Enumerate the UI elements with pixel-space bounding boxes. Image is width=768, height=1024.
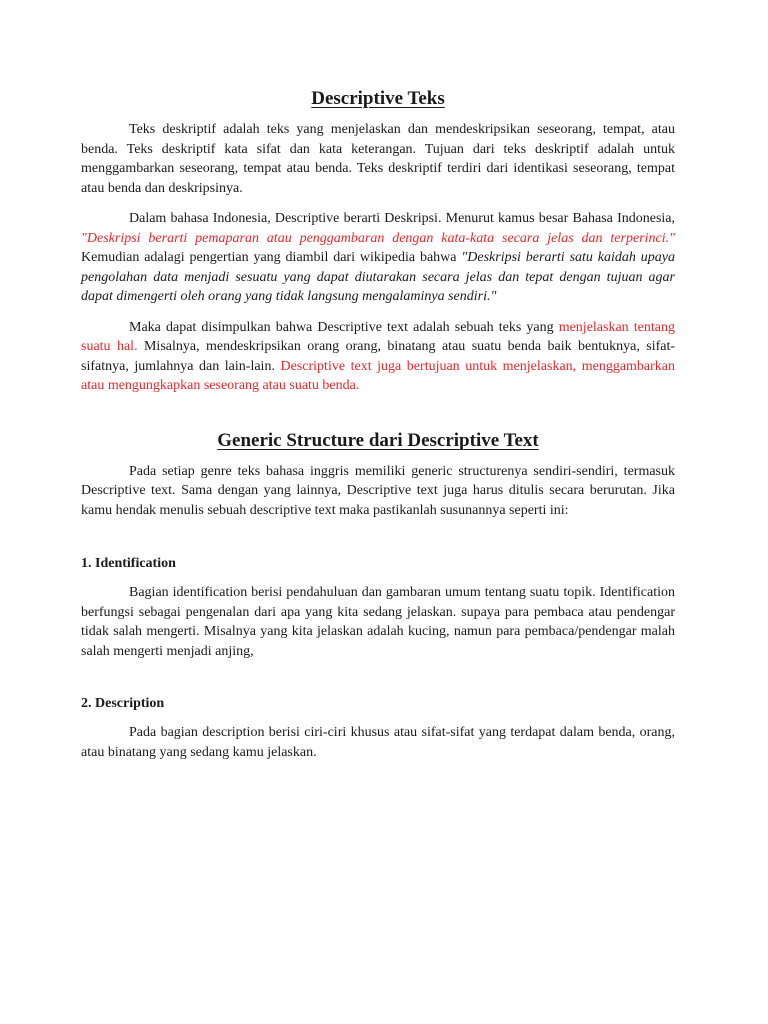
intro-paragraph-2 bbox=[81, 209, 675, 307]
intro-p2-text-a: Dalam bahasa Indonesia, Descriptive berarti Deskripsi. Menurut kamus besar Bahasa Indonesia, bbox=[129, 211, 675, 226]
intro-p2-text-b: Kemudian adalagi pengertian yang diambil dari wikipedia bahwa bbox=[81, 250, 462, 265]
highlight-menjelaskan: menjelaskan tentang suatu hal. bbox=[81, 319, 675, 354]
highlight-purpose: Descriptive text juga bertujuan untuk menjelaskan, menggambarkan atau mengungkapkan seseorang atau suatu benda. bbox=[81, 358, 676, 393]
wikipedia-definition-quote: "Deskripsi berarti satu kaidah upaya pengolahan data menjadi sesuatu yang dapat diutarakan secara jelas dan tepat dengan tujuan agar dapat dimengerti oleh orang yang tidak langsung mengalaminya sendiri." bbox=[81, 250, 675, 304]
section-heading-description: 2. Description bbox=[81, 696, 165, 711]
intro-paragraph-1: Teks deskriptif adalah teks yang menjelaskan dan mendeskripsikan seseorang, tempat, atau benda. Teks deskriptif kata sifat dan kata keterangan. Tujuan dari teks deskriptif adalah untuk menggambarkan seseorang, tempat atau benda. Teks deskriptif terdiri dari identikasi seseorang, tempat atau benda dan deskripsinya. bbox=[81, 122, 675, 196]
section-heading-identification: 1. Identification bbox=[81, 556, 176, 571]
kbbi-definition-quote: "Deskripsi berarti pemaparan atau penggambaran dengan kata-kata secara jelas dan terperinci." bbox=[81, 230, 675, 246]
description-paragraph: Pada bagian description berisi ciri-ciri khusus atau sifat-sifat yang terdapat dalam benda, orang, atau binatang yang sedang kamu jelaskan. bbox=[81, 725, 675, 760]
document-content bbox=[81, 86, 675, 762]
intro-p3-text-a: Maka dapat disimpulkan bahwa Descriptive text adalah sebuah teks yang bbox=[129, 319, 559, 335]
section-heading-generic-structure: Generic Structure dari Descriptive Text bbox=[217, 429, 539, 451]
identification-paragraph: Bagian identification berisi pendahuluan dan gambaran umum tentang suatu topik. Identification berfungsi sebagai pengenalan dari apa yang kita sedang jelaskan. supaya para pembaca atau pendengar tidak salah mengerti. Misalnya yang kita jelaskan adalah kucing, namun para pembaca/pendengar malah salah mengerti menjadi anjing, bbox=[81, 585, 675, 659]
intro-paragraph-3 bbox=[81, 318, 675, 396]
structure-paragraph: Pada setiap genre teks bahasa inggris memiliki generic structurenya sendiri-sendiri, termasuk Descriptive text. Sama dengan yang lainnya, Descriptive text juga harus ditulis secara berurutan. Jika kamu hendak menulis sebuah descriptive text maka pastikanlah susunannya seperti ini: bbox=[81, 463, 675, 518]
intro-p3-text-b: Misalnya, mendeskripsikan orang orang, binatang atau suatu benda baik bentuknya, sifat-sifatnya, jumlahnya dan lain-lain. bbox=[81, 339, 676, 374]
document-title: Descriptive Teks bbox=[311, 88, 445, 109]
